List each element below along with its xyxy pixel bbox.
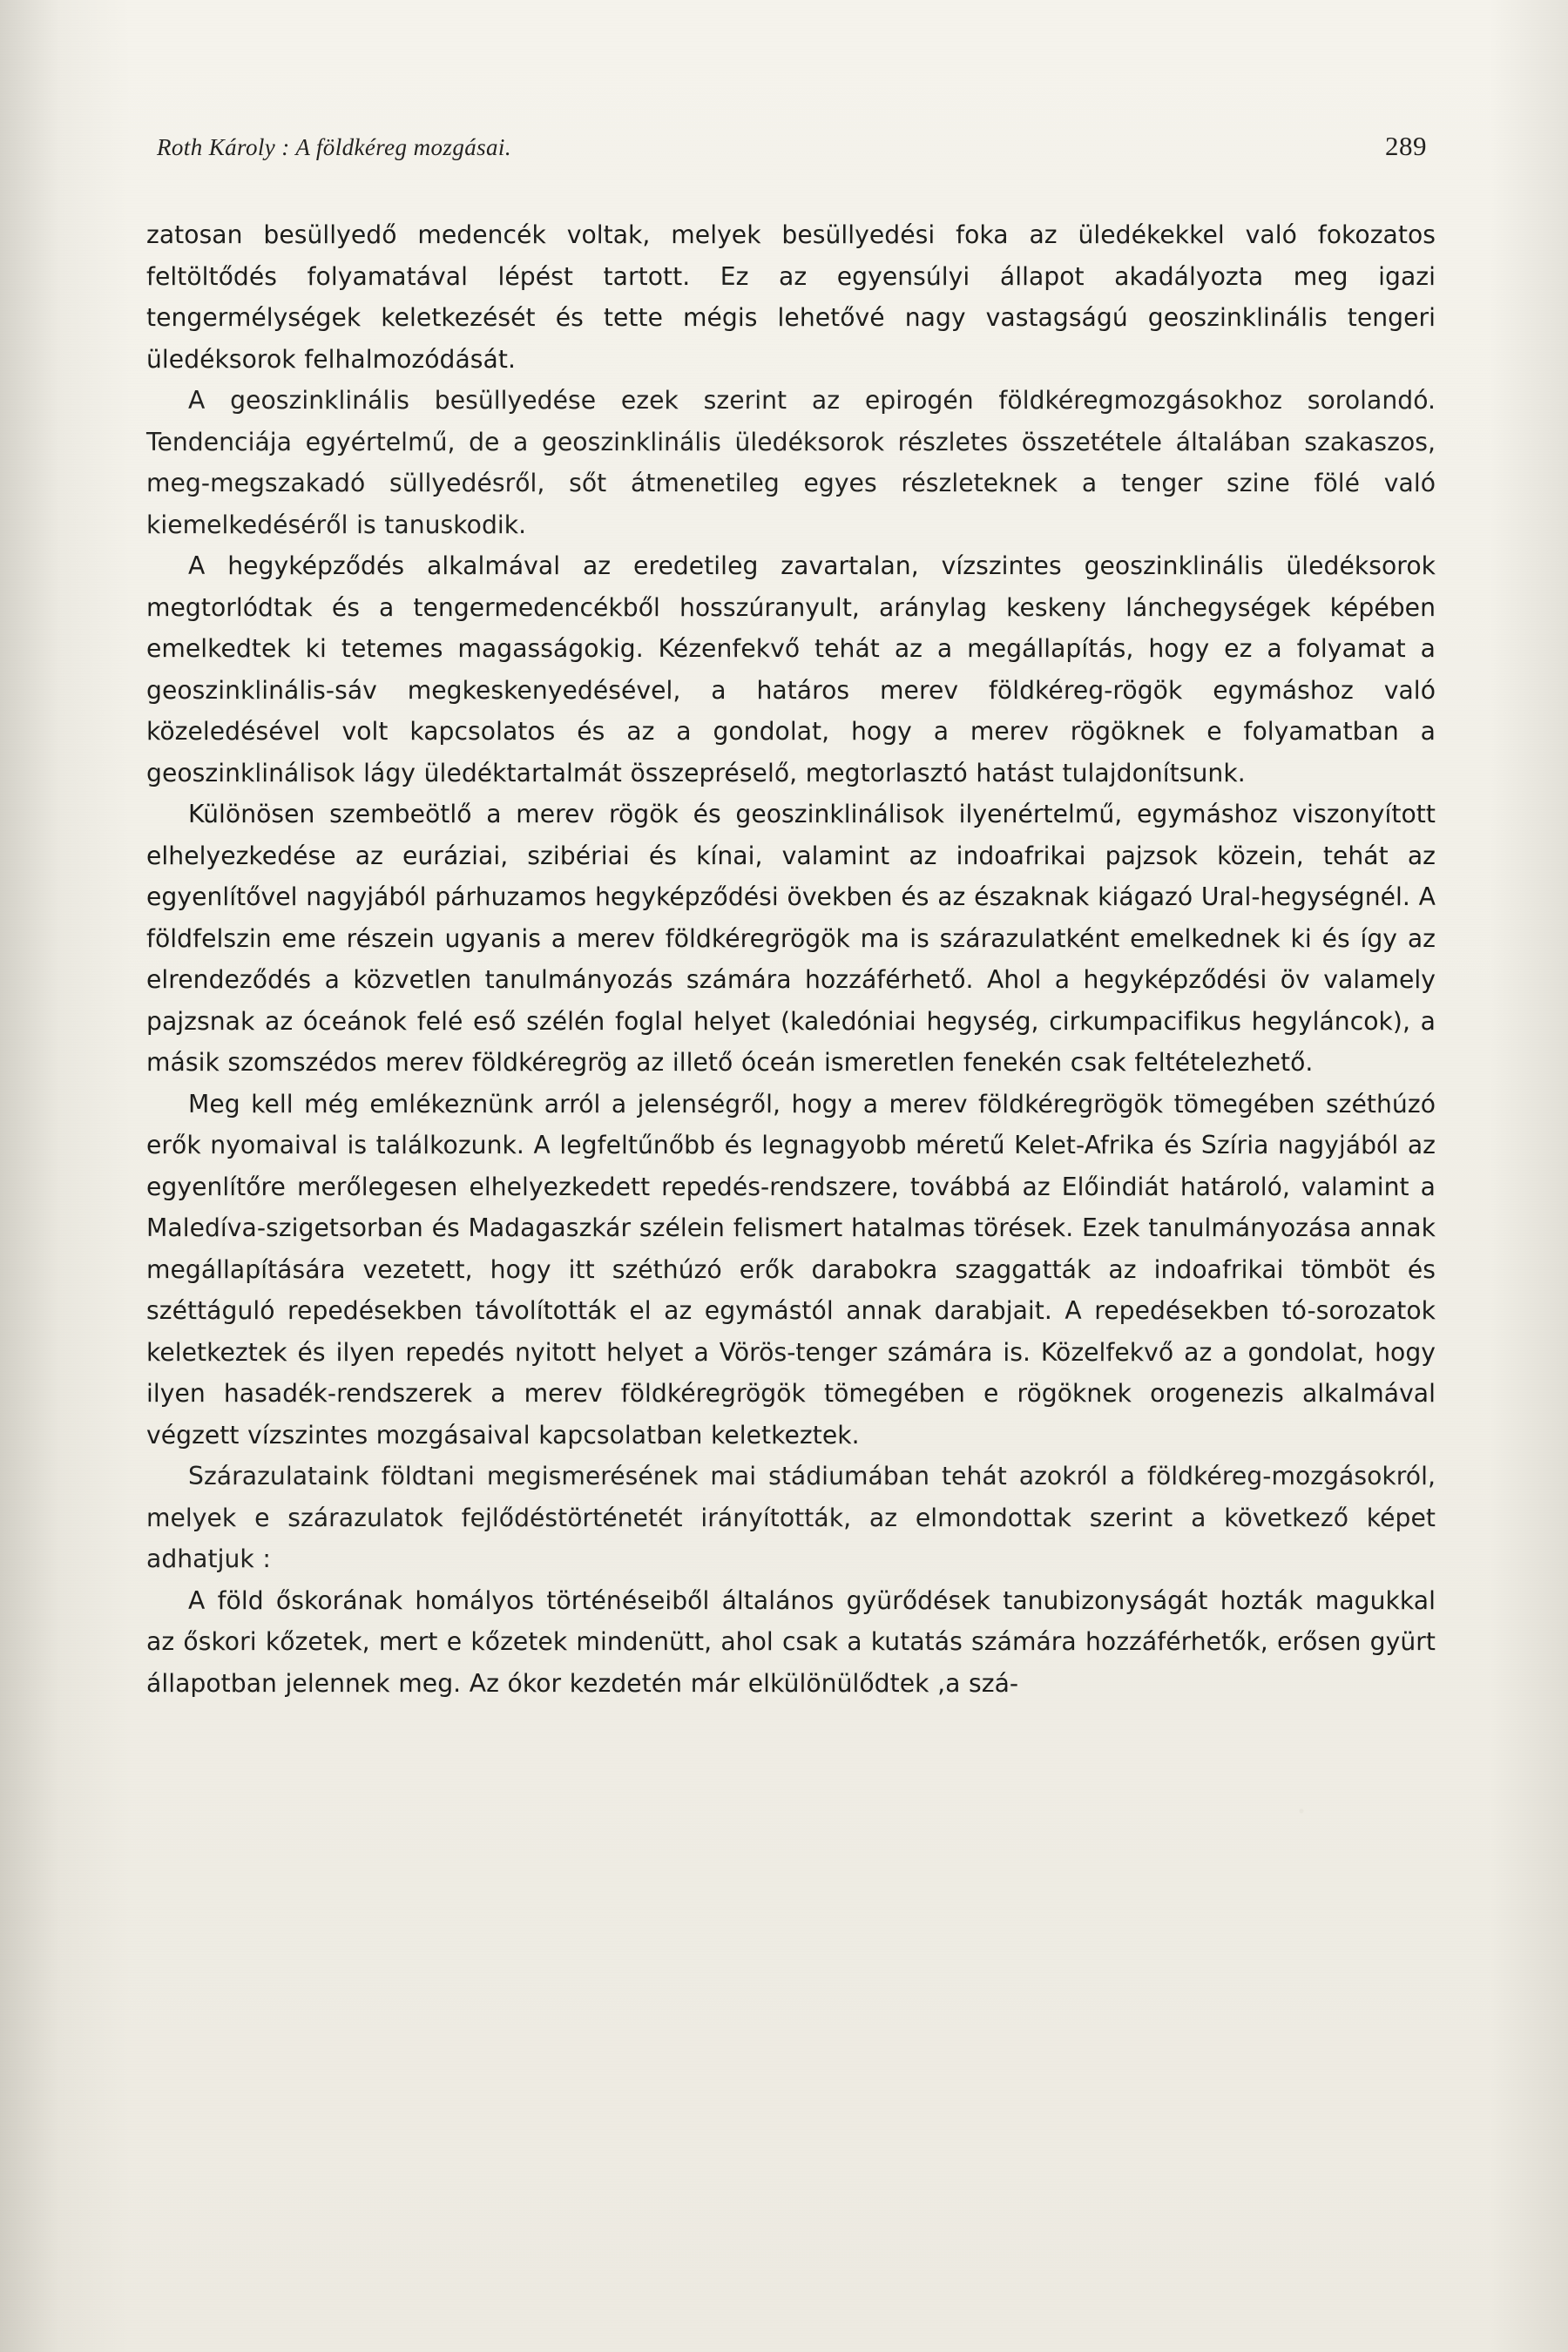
page-number: 289 <box>1385 131 1427 161</box>
running-head <box>146 131 1436 162</box>
running-head-title: Roth Károly : A földkéreg mozgásai. <box>157 134 511 160</box>
paragraph: Szárazulataink földtani megismerésének mai stádiumában tehát azokról a földkéreg-mozgásokról, melyek e szárazulatok fejlődéstörténetét irányították, az elmondottak szerint a következő képet adhatjuk : <box>146 1462 1436 1573</box>
paragraph: A hegyképződés alkalmával az eredetileg zavartalan, vízszintes geoszinklinális üledéksorok megtorlódtak és a tengermedencékből hosszúranyult, aránylag keskeny lánchegységek képében emelkedtek ki tetemes magasságokig. Kézenfekvő tehát az a megállapítás, hogy ez a folyamat a geoszinklinális-sáv megkeskenyedésével, a határos merev földkéreg-rögök egymáshoz való közeledésével volt kapcsolatos és az a gondolat, hogy a merev rögöknek e folyamatban a geoszinklinálisok lágy üledéktartalmát összepréselő, megtorlasztó hatást tulajdonítsunk. <box>146 551 1436 787</box>
paragraph: Meg kell még emlékeznünk arról a jelenségről, hogy a merev földkéregrögök tömegében széthúzó erők nyomaival is találkozunk. A legfeltűnőbb és legnagyobb méretű Kelet-Afrika és Szíria nagyjából az egyenlítőre merőlegesen elhelyezkedett repedés-rendszere, továbbá az Előindiát határoló, valamint a Maledíva-szigetsorban és Madagaszkár szélein felismert hatalmas törések. Ezek tanulmányozása annak megállapítására vezetett, hogy itt széthúzó erők darabokra szaggatták az indoafrikai tömböt és széttáguló repedésekben távolították el az egymástól annak darabjait. A repedésekben tó-sorozatok keletkeztek és ilyen repedés nyitott helyet a Vörös-tenger számára is. Közelfekvő az a gondolat, hogy ilyen hasadék-rendszerek a merev földkéregrögök tömegében e rögöknek orogenezis alkalmával végzett vízszintes mozgásaival kapcsolatban keletkeztek. <box>146 1089 1436 1450</box>
paragraph: A geoszinklinális besüllyedése ezek szerint az epirogén földkéregmozgásokhoz sorolandó. Tendenciája egyértelmű, de a geoszinklinális üledéksorok részletes összetétele általában szakaszos, meg-megszakadó süllyedésről, sőt átmenetileg egyes részleteknek a tenger szine fölé való kiemelkedéséről is tanuskodik. <box>146 386 1436 539</box>
paragraph: Különösen szembeötlő a merev rögök és geoszinklinálisok ilyenértelmű, egymáshoz viszonyított elhelyezkedése az euráziai, szibériai és kínai, valamint az indoafrikai pajzsok közein, tehát az egyenlítővel nagyjából párhuzamos hegyképződési övekben és az északnak kiágazó Ural-hegységnél. A földfelszin eme részein ugyanis a merev földkéregrögök ma is szárazulatként emelkednek ki és így az elrendeződés a közvetlen tanulmányozás számára hozzáférhető. Ahol a hegyképződési öv valamely pajzsnak az óceánok felé eső szélén foglal helyet (kaledóniai hegység, cirkumpacifikus hegyláncok), a másik szomszédos merev földkéregrög az illető óceán ismeretlen fenekén csak feltételezhető. <box>146 800 1436 1077</box>
paragraph: zatosan besüllyedő medencék voltak, melyek besüllyedési foka az üledékekkel való fokozatos feltöltődés folyamatával lépést tartott. Ez az egyensúlyi állapot akadályozta meg igazi tengermélységek keletkezését és tette mégis lehetővé nagy vastagságú geoszinklinális tengeri üledéksorok felhalmozódását. <box>146 220 1436 374</box>
page-content <box>146 131 1436 1704</box>
paragraph: A föld őskorának homályos történéseiből általános gyürődések tanubizonyságát hozták magukkal az őskori kőzetek, mert e kőzetek mindenütt, ahol csak a kutatás számára hozzáférhetők, erősen gyürt állapotban jelennek meg. Az ókor kezdetén már elkülönülődtek ,a szá- <box>146 1585 1436 1698</box>
body-text <box>146 214 1436 1704</box>
